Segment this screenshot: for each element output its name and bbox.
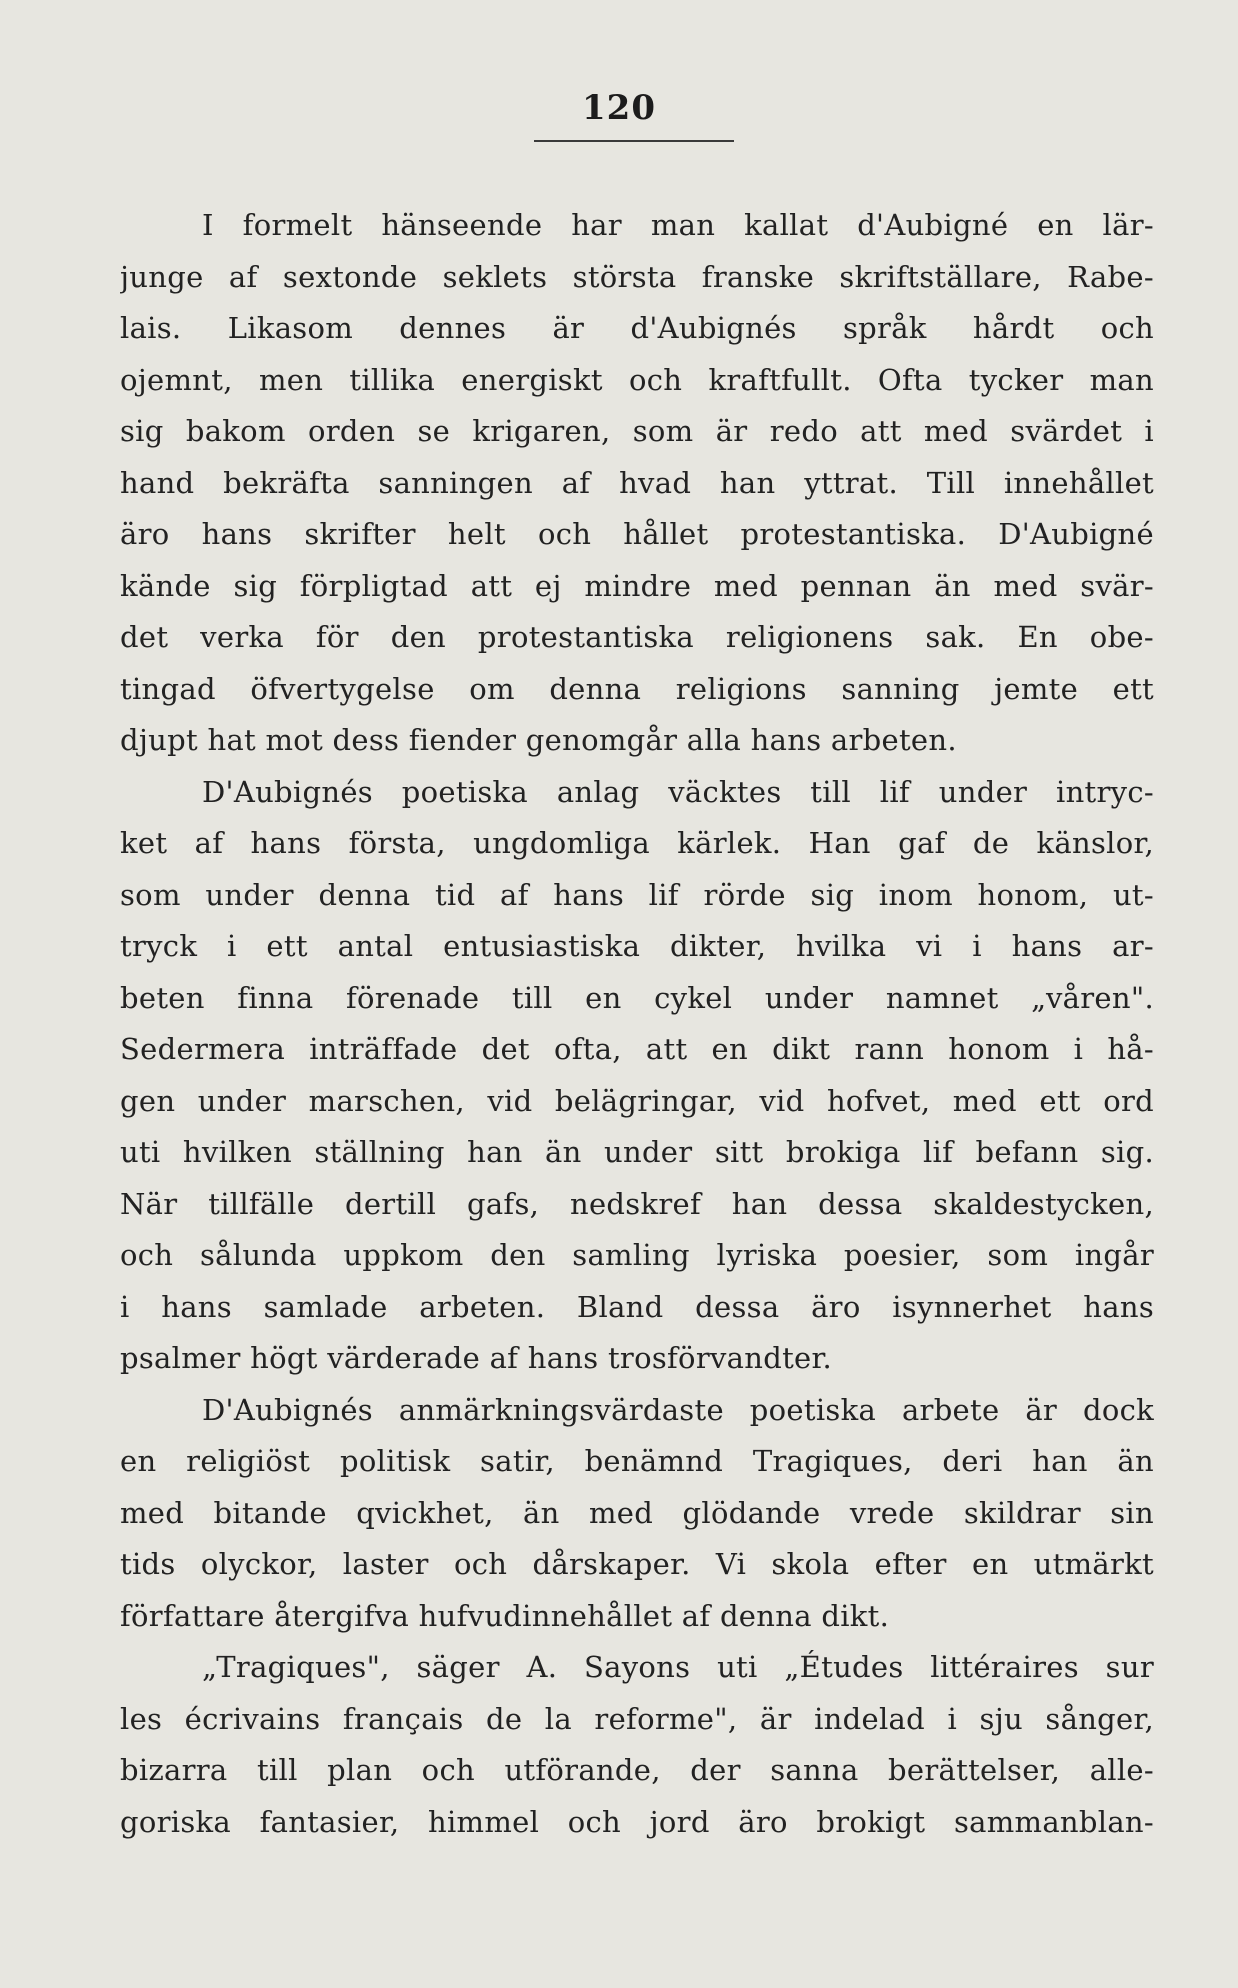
page-number: 120 xyxy=(582,88,656,128)
text-line: i hans samlade arbeten. Bland dessa äro isynnerhet hans xyxy=(120,1289,1154,1324)
text-line: ket af hans första, ungdomliga kärlek. Han gaf de känslor, xyxy=(120,826,1154,860)
text-line: les écrivains français de la reforme", är indelad i sju sånger, xyxy=(120,1701,1154,1736)
text-line: lais. Likasom dennes är d'Aubignés språk hårdt och xyxy=(120,311,1154,345)
text-line: „Tragiques", säger A. Sayons uti „Études littéraires sur xyxy=(202,1650,1154,1684)
text-line: hand bekräfta sanningen af hvad han yttrat. Till innehållet xyxy=(120,465,1154,500)
text-line: D'Aubignés poetiska anlag väcktes till lif under intryc- xyxy=(202,774,1154,809)
text-line: bizarra till plan och utförande, der sanna berättelser, alle- xyxy=(120,1753,1154,1787)
text-line: kände sig förpligtad att ej mindre med pennan än med svär- xyxy=(120,568,1154,603)
text-line: D'Aubignés anmärkningsvärdaste poetiska arbete är dock xyxy=(202,1392,1154,1427)
text-line: När tillfälle dertill gafs, nedskref han dessa skaldestycken, xyxy=(120,1186,1154,1221)
text-line: äro hans skrifter helt och hållet protestantiska. D'Aubigné xyxy=(120,517,1154,551)
text-line: sig bakom orden se krigaren, som är redo att med svärdet i xyxy=(120,414,1154,448)
text-line: beten finna förenade till en cykel under namnet „våren". xyxy=(120,980,1154,1015)
text-line: goriska fantasier, himmel och jord äro brokigt sammanblan- xyxy=(120,1804,1154,1839)
text-line: och sålunda uppkom den samling lyriska poesier, som ingår xyxy=(120,1238,1154,1272)
text-line: junge af sextonde seklets största franske skriftställare, Rabe- xyxy=(120,259,1154,294)
header-rule xyxy=(534,140,734,142)
text-line: författare återgifva hufvudinnehållet af denna dikt. xyxy=(120,1598,890,1633)
text-line: I formelt hänseende har man kallat d'Aubigné en lär- xyxy=(202,208,1154,242)
body-text xyxy=(120,200,1154,1848)
text-line: det verka för den protestantiska religionens sak. En obe- xyxy=(120,620,1154,654)
text-line: med bitande qvickhet, än med glödande vrede skildrar sin xyxy=(120,1495,1154,1530)
text-line: tryck i ett antal entusiastiska dikter, hvilka vi i hans ar- xyxy=(120,929,1154,963)
text-line: tids olyckor, laster och dårskaper. Vi skola efter en utmärkt xyxy=(120,1547,1154,1581)
text-line: gen under marschen, vid belägringar, vid hofvet, med ett ord xyxy=(120,1083,1154,1118)
text-line: psalmer högt värderade af hans trosförvandter. xyxy=(120,1341,833,1375)
text-line: Sedermera inträffade det ofta, att en dikt rann honom i hå- xyxy=(120,1032,1154,1066)
text-line: djupt hat mot dess fiender genomgår alla hans arbeten. xyxy=(120,723,957,757)
text-line: tingad öfvertygelse om denna religions sanning jemte ett xyxy=(120,671,1154,706)
text-line: en religiöst politisk satir, benämnd Tragiques, deri han än xyxy=(120,1444,1154,1478)
text-line: ojemnt, men tillika energiskt och kraftfullt. Ofta tycker man xyxy=(120,362,1154,397)
text-line: som under denna tid af hans lif rörde sig inom honom, ut- xyxy=(120,877,1154,912)
text-line: uti hvilken ställning han än under sitt brokiga lif befann sig. xyxy=(120,1135,1154,1169)
